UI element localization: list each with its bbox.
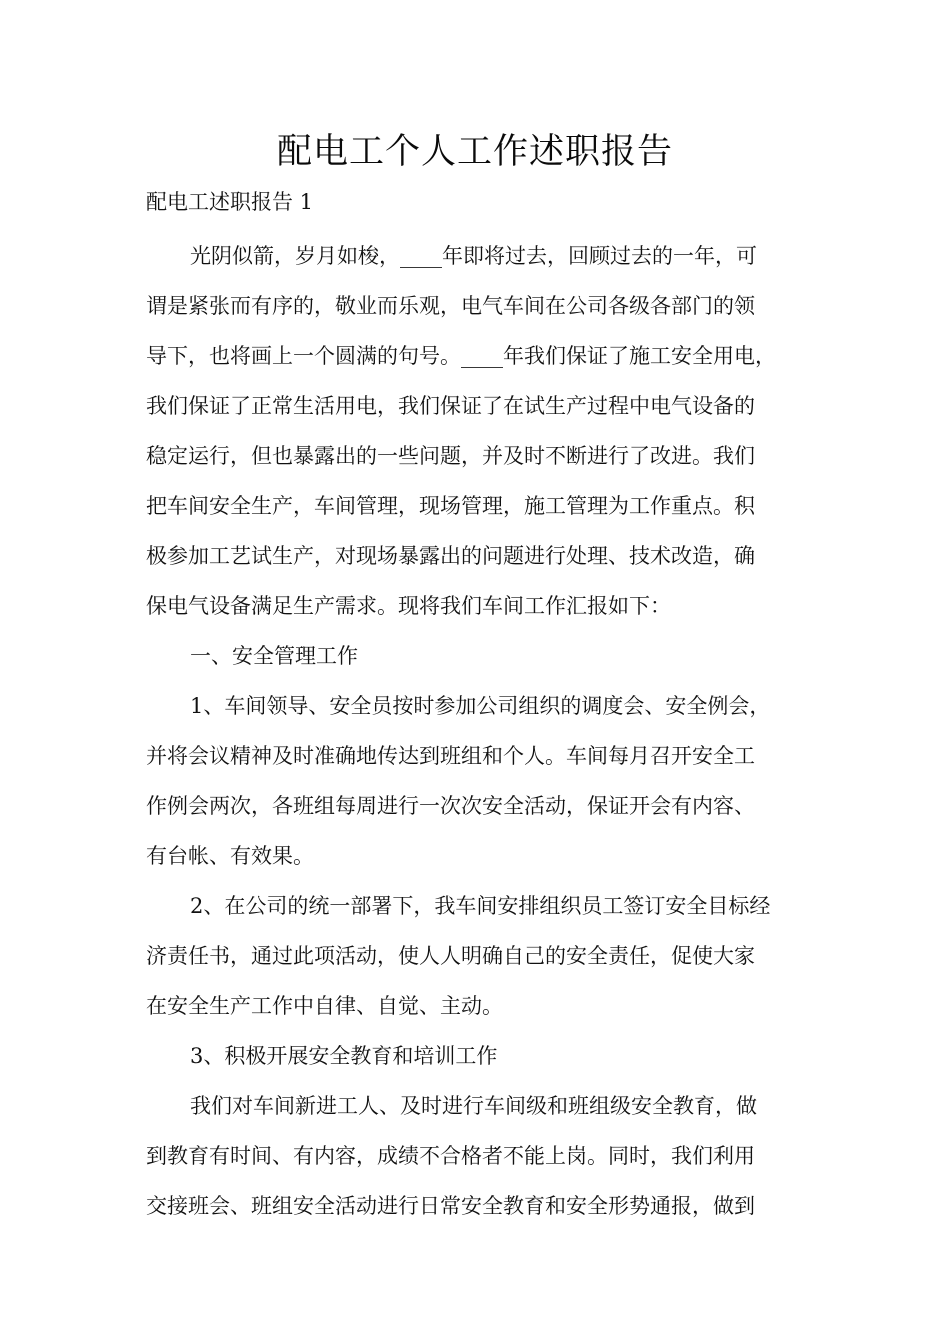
body-line: 光阴似箭，岁月如梭，____年即将过去，回顾过去的一年，可 [190, 244, 757, 268]
body-line: 谓是紧张而有序的，敬业而乐观，电气车间在公司各级各部门的领 [146, 294, 755, 318]
body-line: 在安全生产工作中自律、自觉、主动。 [146, 994, 503, 1018]
body-line: 把车间安全生产，车间管理，现场管理，施工管理为工作重点。积 [146, 494, 755, 518]
body-line: 保电气设备满足生产需求。现将我们车间工作汇报如下： [146, 594, 671, 618]
body-line: 作例会两次，各班组每周进行一次次安全活动，保证开会有内容、 [146, 794, 755, 818]
body-line: 极参加工艺试生产，对现场暴露出的问题进行处理、技术改造，确 [146, 544, 755, 568]
body-line: 我们对车间新进工人、及时进行车间级和班组级安全教育，做 [190, 1094, 757, 1118]
body-line: 到教育有时间、有内容，成绩不合格者不能上岗。同时，我们利用 [146, 1144, 755, 1168]
body-line: 交接班会、班组安全活动进行日常安全教育和安全形势通报，做到 [146, 1194, 755, 1218]
body-line: 稳定运行，但也暴露出的一些问题，并及时不断进行了改进。我们 [146, 444, 755, 468]
body-line: 2、在公司的统一部署下，我车间安排组织员工签订安全目标经 [190, 894, 771, 918]
body-line: 3、积极开展安全教育和培训工作 [190, 1044, 498, 1068]
document-title: 配电工个人工作述职报告 [276, 132, 673, 172]
body-line: 1、车间领导、安全员按时参加公司组织的调度会、安全例会， [190, 694, 771, 718]
body-line: 导下，也将画上一个圆满的句号。____年我们保证了施工安全用电， [146, 344, 776, 368]
body-line: 我们保证了正常生活用电，我们保证了在试生产过程中电气设备的 [146, 394, 755, 418]
document-body [146, 231, 816, 1231]
body-line: 并将会议精神及时准确地传达到班组和个人。车间每月召开安全工 [146, 744, 755, 768]
body-line: 有台帐、有效果。 [146, 844, 314, 868]
body-line: 一、安全管理工作 [190, 644, 358, 668]
body-line: 济责任书，通过此项活动，使人人明确自己的安全责任，促使大家 [146, 944, 755, 968]
document-subtitle: 配电工述职报告 1 [146, 190, 314, 214]
